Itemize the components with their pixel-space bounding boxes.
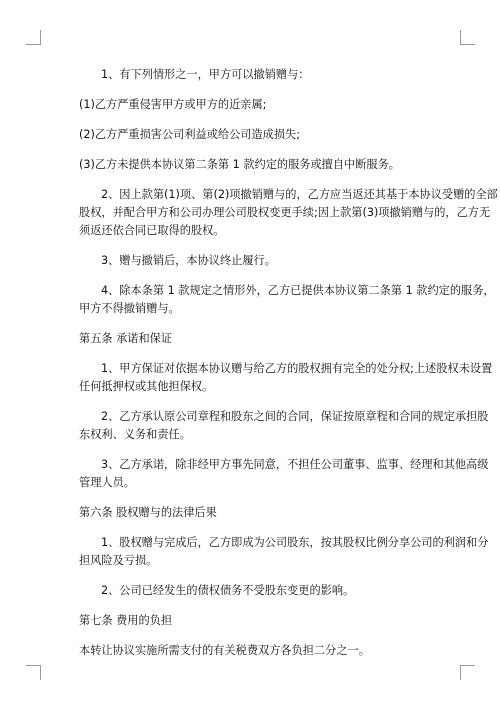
paragraph-line: 任何抵押权或其他担保权。 bbox=[79, 380, 214, 393]
paragraph-line: (3)乙方未提供本协议第二条第 1 款约定的服务或擅自中断服务。 bbox=[79, 158, 400, 171]
paragraph-line: (2)乙方严重损害公司利益或给公司造成损失; bbox=[79, 128, 300, 141]
paragraph-line: 担风险及亏损。 bbox=[79, 554, 158, 567]
paragraph-line: 2、乙方承认原公司章程和股东之间的合同，保证按原章程和合同的规定承担股 bbox=[101, 410, 489, 423]
paragraph-condition-2 bbox=[79, 126, 429, 144]
paragraph-line: 2、公司已经发生的债权债务不受股东变更的影响。 bbox=[101, 584, 355, 597]
paragraph-line: 1、甲方保证对依据本协议赠与给乙方的股权拥有完全的处分权;上述股权未设置 bbox=[101, 362, 493, 375]
crop-mark-bottom-left bbox=[26, 665, 41, 680]
crop-mark-bottom-right bbox=[460, 665, 475, 680]
crop-mark-top-left bbox=[26, 30, 41, 45]
paragraph-line: 股权，并配合甲方和公司办理公司股权变更手续;因上款第(3)项撤销赠与的，乙方无 bbox=[79, 206, 491, 219]
paragraph-warranty-3 bbox=[79, 456, 489, 492]
paragraph-consequence-1 bbox=[79, 534, 489, 570]
paragraph-warranty-2 bbox=[79, 408, 489, 444]
paragraph-condition-3 bbox=[79, 156, 429, 174]
paragraph-line: 3、乙方承诺，除非经甲方事先同意，不担任公司董事、监事、经理和其他高级 bbox=[101, 458, 489, 471]
paragraph-line: 东权利、义务和责任。 bbox=[79, 428, 191, 441]
paragraph-line: 本转让协议实施所需支付的有关税费双方各负担二分之一。 bbox=[79, 644, 370, 657]
section-heading: 第六条 股权赠与的法律后果 bbox=[79, 506, 217, 519]
paragraph-consequence-2 bbox=[79, 582, 429, 600]
section-heading-article-7 bbox=[79, 612, 429, 630]
paragraph-revocation-return bbox=[79, 186, 498, 240]
paragraph-line: (1)乙方严重侵害甲方或甲方的近亲属; bbox=[79, 98, 267, 111]
section-heading-article-6 bbox=[79, 504, 429, 522]
paragraph-revocation-conditions bbox=[79, 66, 429, 84]
paragraph-line: 1、股权赠与完成后，乙方即成为公司股东，按其股权比例分享公司的利润和分 bbox=[101, 536, 489, 549]
paragraph-line: 管理人员。 bbox=[79, 476, 135, 489]
crop-mark-top-right bbox=[460, 30, 475, 45]
paragraph-condition-1 bbox=[79, 96, 429, 114]
paragraph-line: 甲方不得撤销赠与。 bbox=[79, 302, 180, 315]
paragraph-warranty-1 bbox=[79, 360, 493, 396]
section-heading: 第七条 费用的负担 bbox=[79, 614, 173, 627]
paragraph-termination bbox=[79, 252, 429, 270]
paragraph-line: 须返还依合同已取得的股权。 bbox=[79, 224, 225, 237]
section-heading-article-5 bbox=[79, 330, 429, 348]
paragraph-no-revocation bbox=[79, 282, 495, 318]
paragraph-line: 2、因上款第(1)项、第(2)项撤销赠与的，乙方应当返还其基于本协议受赠的全部 bbox=[101, 188, 498, 201]
paragraph-line: 4、除本条第 1 款规定之情形外，乙方已提供本协议第二条第 1 款约定的服务， bbox=[101, 284, 495, 297]
paragraph-line: 1、有下列情形之一，甲方可以撤销赠与： bbox=[101, 68, 310, 81]
paragraph-line: 3、赠与撤销后，本协议终止履行。 bbox=[101, 254, 276, 267]
document-body bbox=[79, 66, 498, 672]
section-heading: 第五条 承诺和保证 bbox=[79, 332, 173, 345]
paragraph-fees bbox=[79, 642, 429, 660]
